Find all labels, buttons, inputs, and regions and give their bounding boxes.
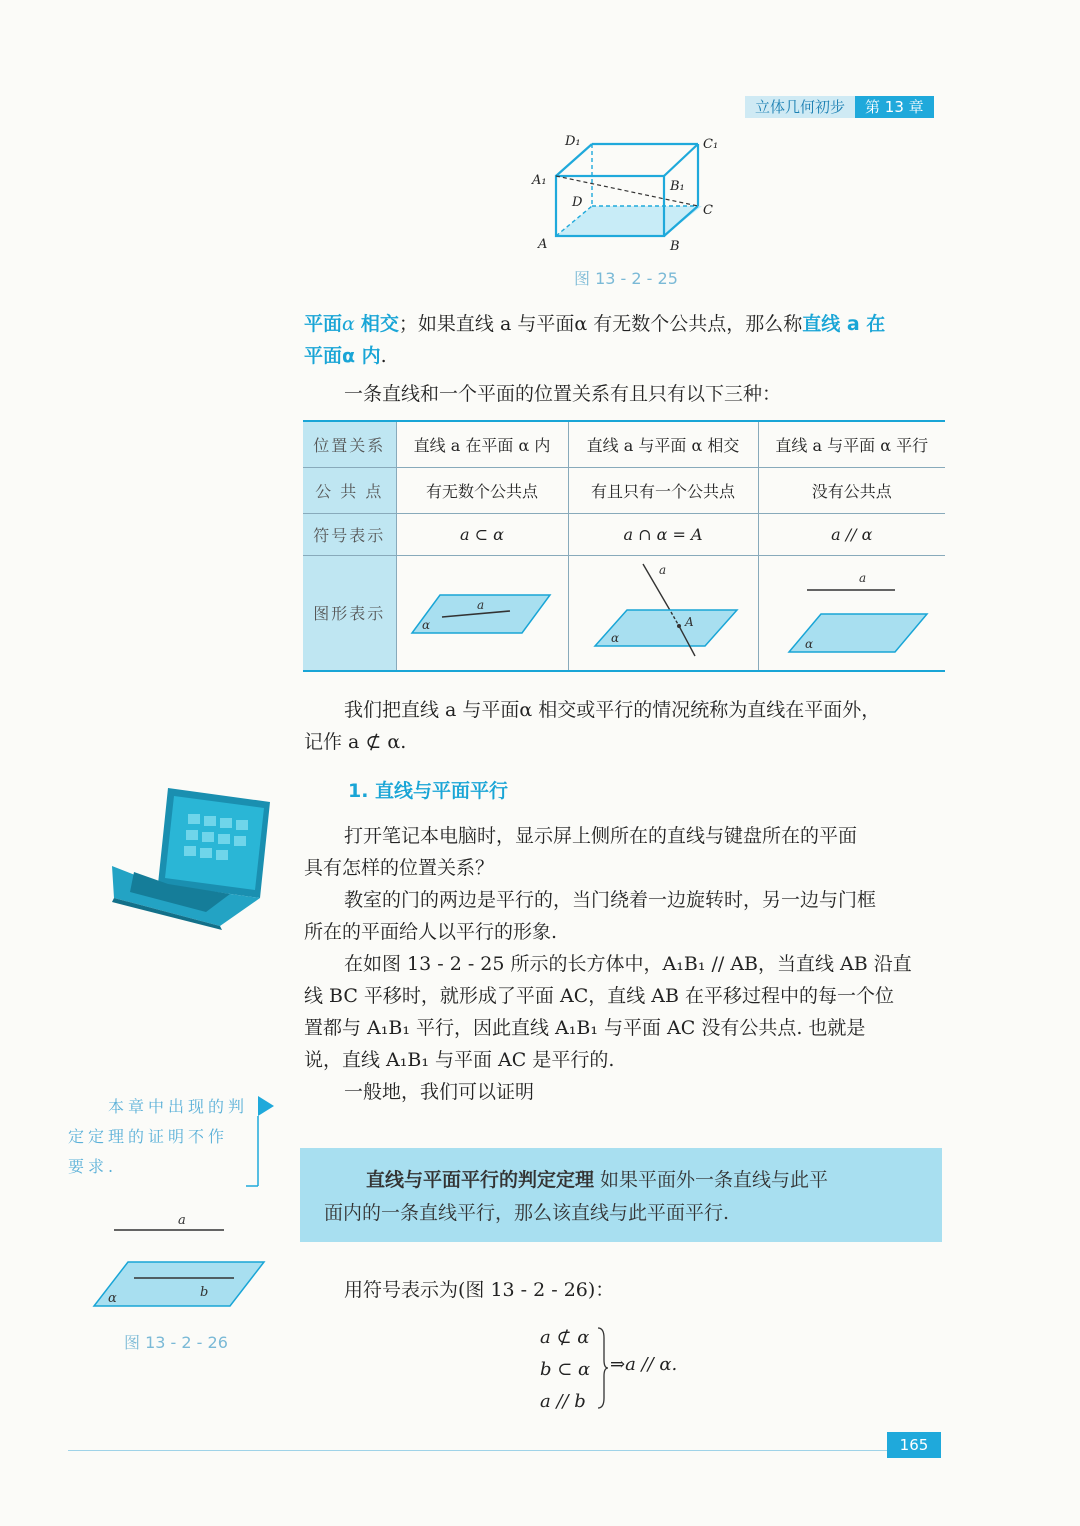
side-note <box>68 1092 248 1182</box>
para-prove: 一般地，我们可以证明 <box>344 1081 535 1103</box>
term-intersect: 相交 <box>360 313 399 335</box>
label-C: C <box>703 203 713 218</box>
para-laptop-1: 打开笔记本电脑时，显示屏上侧所在的直线与键盘所在的平面 <box>344 825 858 847</box>
term-plane: 平面 <box>304 313 343 335</box>
table-cell: 直线 a 与平面 α 相交 <box>568 421 758 467</box>
theorem-title: 直线与平面平行的判定定理 <box>366 1169 595 1191</box>
fig-point-label: A <box>685 614 694 629</box>
parallel-figure <box>88 1206 278 1310</box>
symbolic-intro: 用符号表示为(图 13 - 2 - 26)： <box>344 1279 615 1301</box>
label-D: D <box>572 195 583 210</box>
intro-paragraph <box>304 308 949 410</box>
para-cuboid-3: 置都与 A₁B₁ 平行，因此直线 A₁B₁ 与平面 AC 没有公共点. 也就是 <box>304 1017 866 1039</box>
fig-plane-label: α <box>611 630 620 645</box>
theorem-box <box>300 1148 942 1242</box>
theorem-body1: 如果平面外一条直线与此平 <box>594 1169 829 1191</box>
para-cuboid-4: 说，直线 A₁B₁ 与平面 AC 是平行的. <box>304 1049 615 1071</box>
table-cell: 没有公共点 <box>758 467 945 513</box>
table-header: 公 共 点 <box>303 467 396 513</box>
label-A1: A₁ <box>532 173 547 188</box>
label-D1: D₁ <box>565 134 581 149</box>
intro-end: . <box>380 345 387 367</box>
table-cell: a // α <box>758 513 945 555</box>
relation-table <box>303 420 945 672</box>
table-cell: a ∩ α = A <box>568 513 758 555</box>
after-table-line1: 我们把直线 a 与平面α 相交或平行的情况统称为直线在平面外， <box>344 699 881 721</box>
symbolic-conditions <box>540 1322 590 1418</box>
side-note-line1: 本章中出现的判 <box>108 1097 249 1116</box>
section1-body <box>304 820 949 1108</box>
figure-line-intersect <box>568 555 758 671</box>
table-row <box>303 421 945 467</box>
fig-plane-label: α <box>804 636 813 651</box>
table-cell: a ⊂ α <box>396 513 568 555</box>
label-A: A <box>538 237 548 252</box>
para-cuboid-2: 线 BC 平移时，就形成了平面 AC，直线 AB 在平移过程中的每一个位 <box>304 985 894 1007</box>
theorem-body2: 面内的一条直线平行，那么该直线与此平面平行. <box>324 1202 730 1224</box>
side-note-line2: 定定理的证明不作 <box>68 1127 229 1146</box>
figure-caption: 图 13 - 2 - 25 <box>574 269 678 288</box>
term-alpha: α <box>342 313 355 335</box>
condition-1: a ⊄ α <box>540 1327 590 1348</box>
para-cuboid-1: 在如图 13 - 2 - 25 所示的长方体中，A₁B₁ // AB，当直线 AB 沿直 <box>344 953 912 975</box>
cuboid-figure <box>520 128 740 258</box>
label-C1: C₁ <box>703 137 719 152</box>
table-cell: 有且只有一个公共点 <box>568 467 758 513</box>
table-cell: 有无数个公共点 <box>396 467 568 513</box>
table-row <box>303 555 945 671</box>
laptop-illustration <box>110 780 285 930</box>
figure2-caption: 图 13 - 2 - 26 <box>124 1333 228 1352</box>
after-table <box>304 694 949 758</box>
side-note-marker <box>246 1094 276 1188</box>
table-header: 符号表示 <box>303 513 396 555</box>
para-door-2: 所在的平面给人以平行的形象. <box>304 921 558 943</box>
fig2-line-b: b <box>200 1285 209 1300</box>
table-row <box>303 513 945 555</box>
intro-text: ；如果直线 a 与平面α 有无数个公共点，那么称 <box>398 313 803 335</box>
symbolic-result: ⇒a // α. <box>610 1354 678 1375</box>
after-table-line2: 记作 a ⊄ α. <box>304 731 407 753</box>
section-heading: 1. 直线与平面平行 <box>348 780 509 802</box>
fig2-line-a: a <box>178 1213 186 1228</box>
figure-line-parallel <box>758 555 945 671</box>
table-cell: 直线 a 在平面 α 内 <box>396 421 568 467</box>
para-laptop-2: 具有怎样的位置关系？ <box>304 857 495 879</box>
condition-3: a // b <box>540 1391 586 1412</box>
figure-line-in-plane <box>396 555 568 671</box>
chapter-badge: 第 13 章 <box>855 96 934 118</box>
brace-icon <box>596 1326 608 1410</box>
fig-plane-label: α <box>422 617 431 632</box>
footer-rule <box>68 1450 887 1451</box>
fig2-plane: α <box>108 1291 117 1306</box>
table-header: 图形表示 <box>303 555 396 671</box>
table-cell: 直线 a 与平面 α 平行 <box>758 421 945 467</box>
label-B: B <box>670 239 680 254</box>
chapter-header <box>745 96 934 118</box>
term-plane-in: 平面α 内 <box>304 345 381 367</box>
fig-line-label: a <box>659 562 667 577</box>
section-title: 立体几何初步 <box>745 96 855 118</box>
fig-line-label: a <box>858 570 866 585</box>
para-door-1: 教室的门的两边是平行的，当门绕着一边旋转时，另一边与门框 <box>344 889 877 911</box>
term-line-in: 直线 a 在 <box>802 313 886 335</box>
table-row <box>303 467 945 513</box>
fig-line-label: a <box>477 597 485 612</box>
page-number: 165 <box>887 1432 941 1458</box>
label-B1: B₁ <box>670 179 685 194</box>
intro-line3: 一条直线和一个平面的位置关系有且只有以下三种： <box>344 383 782 405</box>
side-note-line3: 要求. <box>68 1157 118 1176</box>
condition-2: b ⊂ α <box>540 1359 591 1380</box>
table-header: 位置关系 <box>303 421 396 467</box>
